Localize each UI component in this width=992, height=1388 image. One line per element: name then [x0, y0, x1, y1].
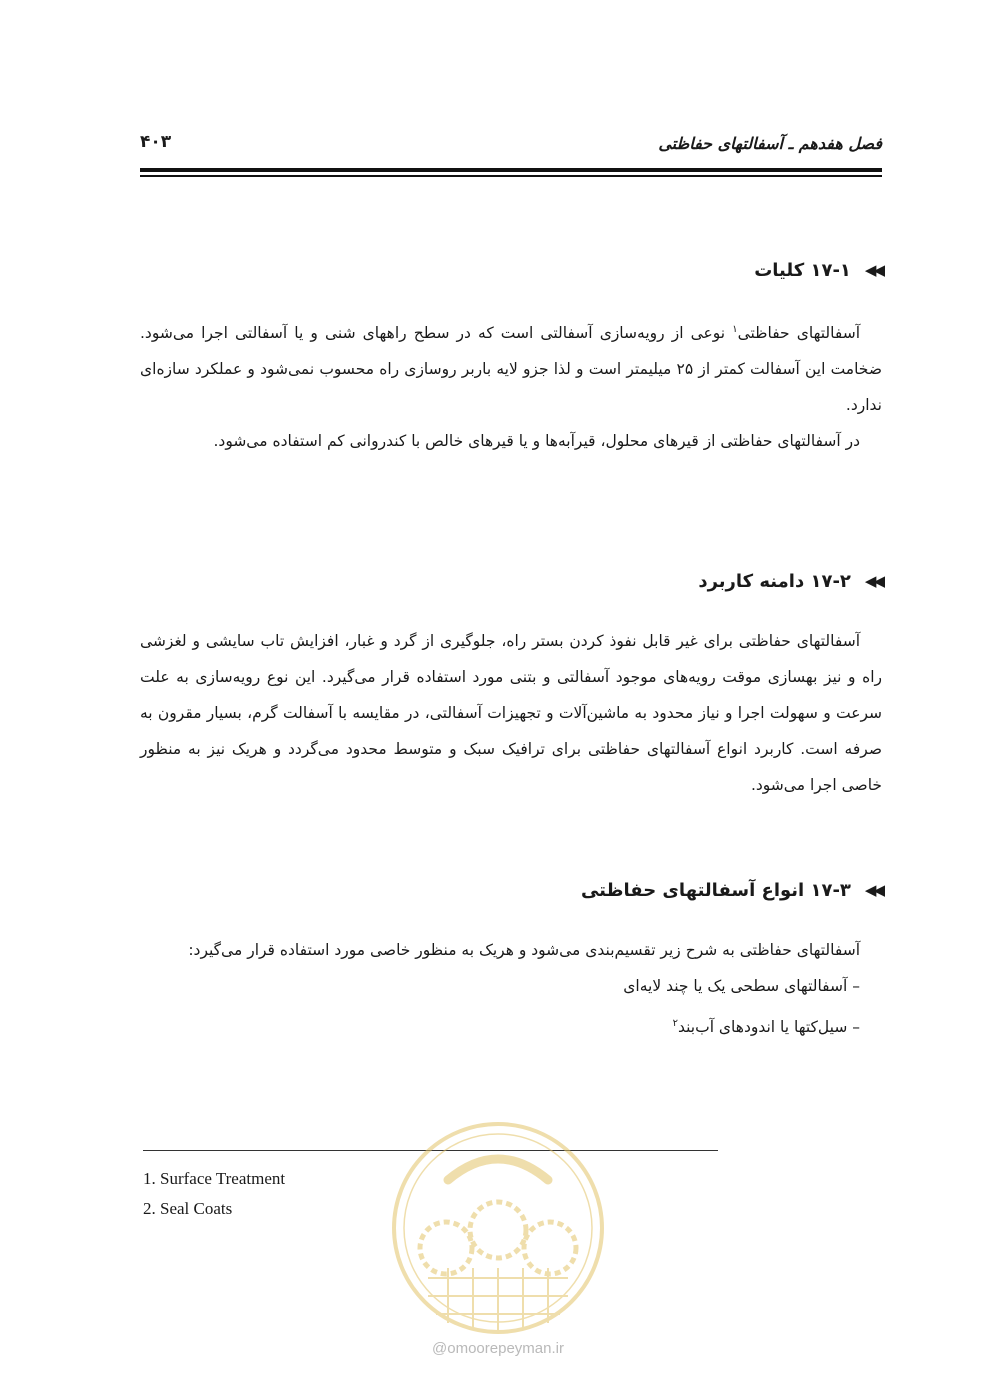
- section-types: [140, 874, 882, 1046]
- paragraph: [140, 312, 882, 423]
- list-item-text: – سیل‌کتها یا اندودهای آب‌بند: [677, 1018, 860, 1037]
- footnote-item: 2. Seal Coats: [143, 1199, 233, 1218]
- types-list: [140, 968, 882, 1046]
- list-item: [140, 968, 882, 1005]
- header-rule-thin: [140, 175, 882, 177]
- list-item-text: – آسفالتهای سطحی یک یا چند لایه‌ای: [623, 977, 860, 995]
- footnotes: [143, 1164, 285, 1224]
- section-title: ۱۷-۳ انواع آسفالتهای حفاظتی: [580, 879, 851, 901]
- section-title: ۱۷-۲ دامنه کاربرد: [698, 570, 851, 592]
- list-item: [140, 1005, 882, 1046]
- section-heading: [140, 565, 882, 597]
- double-arrow-icon: ◀◀: [864, 261, 882, 279]
- section-heading: [140, 254, 882, 286]
- page-number: ۴۰۳: [140, 132, 172, 152]
- section-application-scope: [140, 565, 882, 803]
- watermark-url: @omoorepeyman.ir: [432, 1340, 564, 1357]
- paragraph: در آسفالتهای حفاظتی از قیرهای محلول، قیرآبه‌ها و یا قیرهای خالص با کندروانی کم استفاده می‌شود.: [213, 432, 860, 451]
- watermark-logo-icon: [388, 1118, 608, 1338]
- chapter-title: فصل هفدهم ـ آسفالتهای حفاظتی: [658, 134, 882, 153]
- paragraph-text: نوعی از رویه‌سازی آسفالتی است که در سطح راههای شنی و یا آسفالتی اجرا می‌شود. ضخامت این آسفالت کمتر از ۲۵ میلیمتر است و لذا جزو لایه باربر روسازی راه محسوب نمی‌شود و عملکرد سازه‌ای ندارد.: [140, 324, 882, 415]
- paragraph-text: آسفالتهای حفاظتی: [737, 324, 860, 343]
- double-arrow-icon: ◀◀: [864, 881, 882, 899]
- paragraph: آسفالتهای حفاظتی برای غیر قابل نفوذ کردن بستر راه، جلوگیری از گرد و غبار، افزایش تاب سایشی و لغزشی راه و نیز بهسازی موقت رویه‌های موجود آسفالتی و بتنی مورد استفاده قرار می‌گیرد. این نوع رویه‌سازی به علت سرعت و سهولت اجرا و نیاز محدود به ماشین‌آلات و تجهیزات آسفالتی، در مقایسه با آسفالت گرم، بسیار مقرون به صرفه است. کاربرد انواع آسفالتهای حفاظتی برای ترافیک سبک و متوسط محدود می‌گردد و هریک نیز به منظور خاصی اجرا می‌شود.: [140, 632, 882, 794]
- header-rule: [140, 168, 882, 172]
- section-general: [140, 254, 882, 459]
- footnote-ref: ۲: [672, 1018, 678, 1029]
- section-heading: [140, 874, 882, 906]
- section-title: ۱۷-۱ کلیات: [754, 259, 851, 281]
- page-header: [140, 126, 882, 166]
- footnote-item: 1. Surface Treatment: [143, 1169, 286, 1188]
- footnote-ref: ۱: [732, 324, 738, 335]
- double-arrow-icon: ◀◀: [864, 572, 882, 590]
- paragraph: آسفالتهای حفاظتی به شرح زیر تقسیم‌بندی می‌شود و هریک به منظور خاصی مورد استفاده قرار می‌گیرد:: [188, 941, 860, 959]
